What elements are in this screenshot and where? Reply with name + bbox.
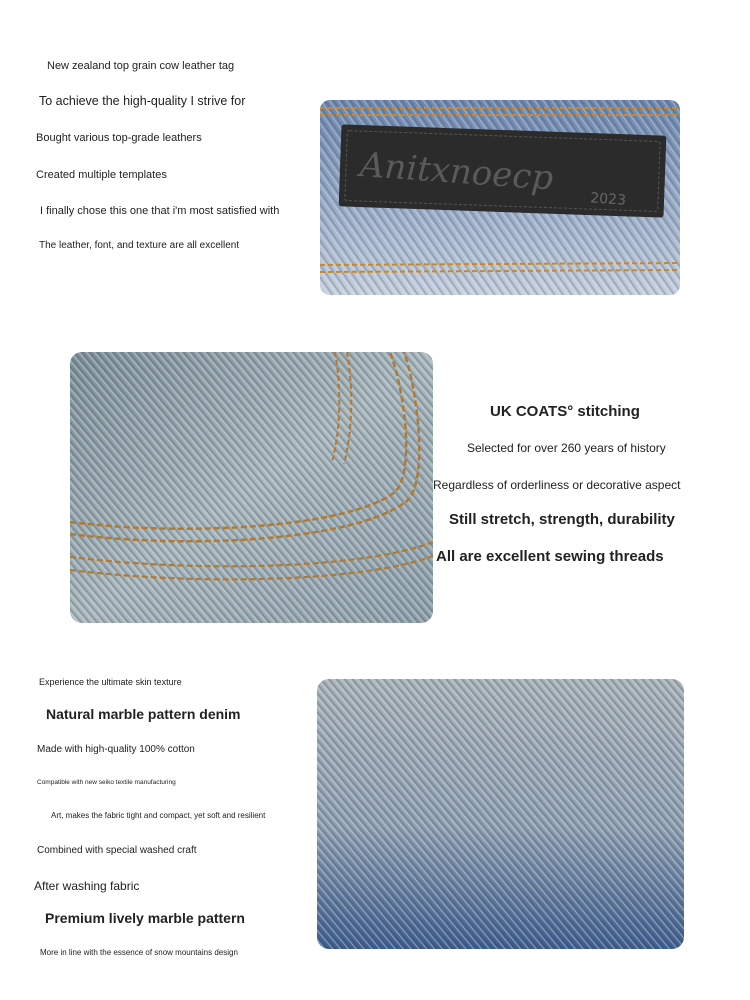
orderliness-line: Regardless of orderliness or decorative aspect [433,478,681,492]
stitching-photo [70,352,433,623]
marble-denim-heading: Natural marble pattern denim [46,706,241,722]
seiko-line: Compatible with new seiko textile manufacturing [37,779,176,786]
washing-fabric-line: After washing fabric [34,879,140,893]
washed-craft-line: Combined with special washed craft [37,845,197,856]
skin-texture-line: Experience the ultimate skin texture [39,677,182,687]
chose-line: I finally chose this one that i'm most satisfied with [40,205,280,217]
leather-tag [339,124,667,217]
leather-tag-heading: New zealand top grain cow leather tag [47,60,235,72]
cotton-line: Made with high-quality 100% cotton [37,744,195,755]
snow-mountains-line: More in line with the essence of snow mountains design [40,948,238,957]
durability-line: Still stretch, strength, durability [449,511,675,528]
history-line: Selected for over 260 years of history [467,441,666,455]
tag-brand-text: Anitxnoecp [358,145,555,199]
tag-year-text: 2023 [589,190,627,209]
coats-heading: UK COATS° stitching [490,403,640,420]
quality-line: To achieve the high-quality I strive for [39,94,246,108]
marble-pattern-heading: Premium lively marble pattern [45,910,245,926]
threads-line: All are excellent sewing threads [436,548,664,565]
leather-tag-photo [320,100,680,295]
marble-denim-photo [317,679,684,949]
fabric-line: Art, makes the fabric tight and compact, yet soft and resilient [51,811,266,820]
templates-line: Created multiple templates [36,169,167,181]
leathers-line: Bought various top-grade leathers [36,132,202,144]
excellent-line: The leather, font, and texture are all excellent [39,240,240,251]
